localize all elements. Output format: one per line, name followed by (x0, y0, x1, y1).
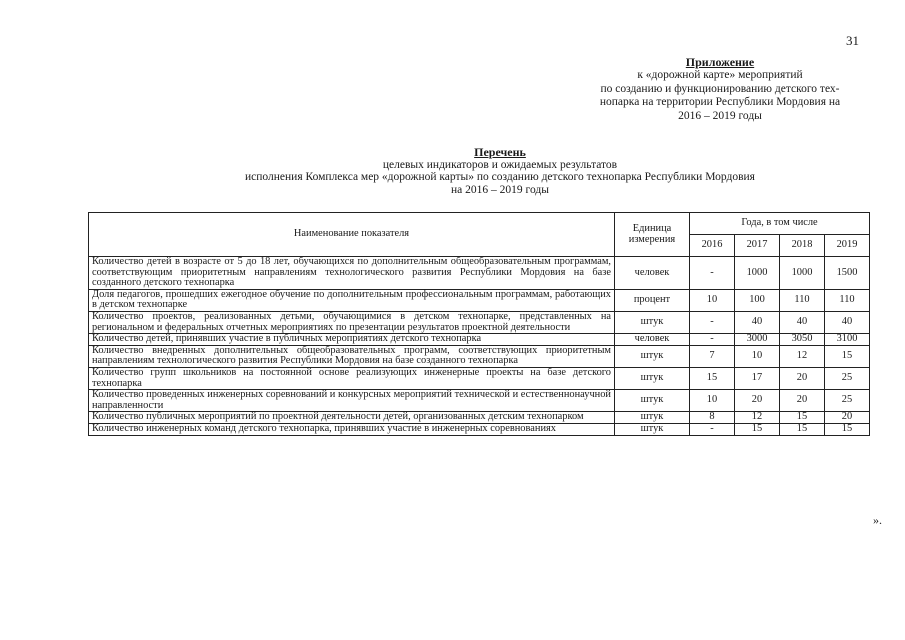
row-value: 3050 (780, 334, 825, 346)
row-value: 20 (780, 390, 825, 412)
row-value: 20 (825, 412, 870, 424)
row-value: 15 (825, 423, 870, 435)
header-years-group: Года, в том числе (690, 213, 870, 235)
header-year: 2019 (825, 235, 870, 257)
row-value: 12 (780, 345, 825, 367)
row-name: Количество детей в возрасте от 5 до 18 лет, обучающихся по дополнительным общеобразовательным программам, соответствующим приоритетным направлениям технологического развития Республики Мордовия на базе созданного детского технопарка (89, 257, 615, 290)
row-name: Количество публичных мероприятий по проектной деятельности детей, организованных детским технопарком (89, 412, 615, 424)
row-value: - (690, 334, 735, 346)
table-row (89, 311, 870, 333)
row-value: 10 (735, 345, 780, 367)
closing-quote: ». (873, 513, 882, 527)
row-value: 15 (780, 412, 825, 424)
row-value: 8 (690, 412, 735, 424)
heading-title: Перечень (474, 145, 526, 159)
row-value: 1000 (735, 257, 780, 290)
row-name: Доля педагогов, прошедших ежегодное обучение по дополнительным профессиональным программам, работающих в детском технопарке (89, 289, 615, 311)
row-unit: человек (615, 334, 690, 346)
row-unit: штук (615, 311, 690, 333)
row-value: - (690, 423, 735, 435)
row-name: Количество проведенных инженерных соревнований и конкурсных мероприятий технической и естественнонаучной направленности (89, 390, 615, 412)
row-unit: человек (615, 257, 690, 290)
header-year: 2016 (690, 235, 735, 257)
row-value: 15 (825, 345, 870, 367)
row-unit: штук (615, 390, 690, 412)
row-value: 40 (780, 311, 825, 333)
row-unit: штук (615, 423, 690, 435)
appendix-title: Приложение (685, 55, 755, 69)
row-value: 10 (690, 390, 735, 412)
header-unit: Единица измерения (615, 213, 690, 257)
table-row (89, 423, 870, 435)
table-row (89, 390, 870, 412)
row-value: 100 (735, 289, 780, 311)
row-value: 25 (825, 390, 870, 412)
row-name: Количество проектов, реализованных детьми, обучающимися в детском технопарке, представленных на региональном и федеральных отчетных мероприятиях по презентации результатов проектной деятельности (89, 311, 615, 333)
table-row (89, 334, 870, 346)
appendix-line: нопарка на территории Республики Мордовия на (599, 96, 841, 109)
row-value: 20 (735, 390, 780, 412)
table-row (89, 367, 870, 389)
table-row (89, 345, 870, 367)
row-value: 15 (735, 423, 780, 435)
row-unit: штук (615, 345, 690, 367)
heading-line: целевых индикаторов и ожидаемых результатов (382, 158, 618, 171)
appendix-line: по созданию и функционированию детского тех- (600, 82, 840, 95)
header-name: Наименование показателя (89, 213, 615, 257)
row-value: 15 (780, 423, 825, 435)
row-value: 3000 (735, 334, 780, 346)
row-value: 12 (735, 412, 780, 424)
row-unit: штук (615, 412, 690, 424)
table-row (89, 412, 870, 424)
row-value: 110 (825, 289, 870, 311)
row-value: 40 (825, 311, 870, 333)
row-value: 20 (780, 367, 825, 389)
header-year: 2017 (735, 235, 780, 257)
page-number: 31 (846, 33, 859, 48)
list-heading (200, 146, 800, 196)
row-value: 3100 (825, 334, 870, 346)
row-value: 10 (690, 289, 735, 311)
row-name: Количество детей, принявших участие в публичных мероприятиях детского технопарка (89, 334, 615, 346)
row-value: 25 (825, 367, 870, 389)
header-year: 2018 (780, 235, 825, 257)
row-value: 40 (735, 311, 780, 333)
row-value: - (690, 311, 735, 333)
row-name: Количество внедренных дополнительных общеобразовательных программ, соответствующих приоритетным направлениям технологического развития Республики Мордовия на базе созданного технопарка (89, 345, 615, 367)
row-value: 15 (690, 367, 735, 389)
row-value: - (690, 257, 735, 290)
row-value: 1500 (825, 257, 870, 290)
indicators-table (88, 212, 870, 436)
appendix-block (580, 56, 860, 123)
row-value: 7 (690, 345, 735, 367)
table-row (89, 289, 870, 311)
row-value: 17 (735, 367, 780, 389)
row-value: 1000 (780, 257, 825, 290)
row-name: Количество инженерных команд детского технопарка, принявших участие в инженерных соревнованиях (89, 423, 615, 435)
heading-line: на 2016 – 2019 годы (451, 183, 549, 196)
row-unit: штук (615, 367, 690, 389)
appendix-line: 2016 – 2019 годы (678, 109, 762, 122)
table-row (89, 257, 870, 290)
row-unit: процент (615, 289, 690, 311)
row-value: 110 (780, 289, 825, 311)
row-name: Количество групп школьников на постоянной основе реализующих инженерные проекты на базе детского технопарка (89, 367, 615, 389)
appendix-line: к «дорожной карте» мероприятий (637, 69, 803, 82)
heading-line: исполнения Комплекса мер «дорожной карты» по созданию детского технопарка Республики Мордовия (245, 171, 755, 183)
